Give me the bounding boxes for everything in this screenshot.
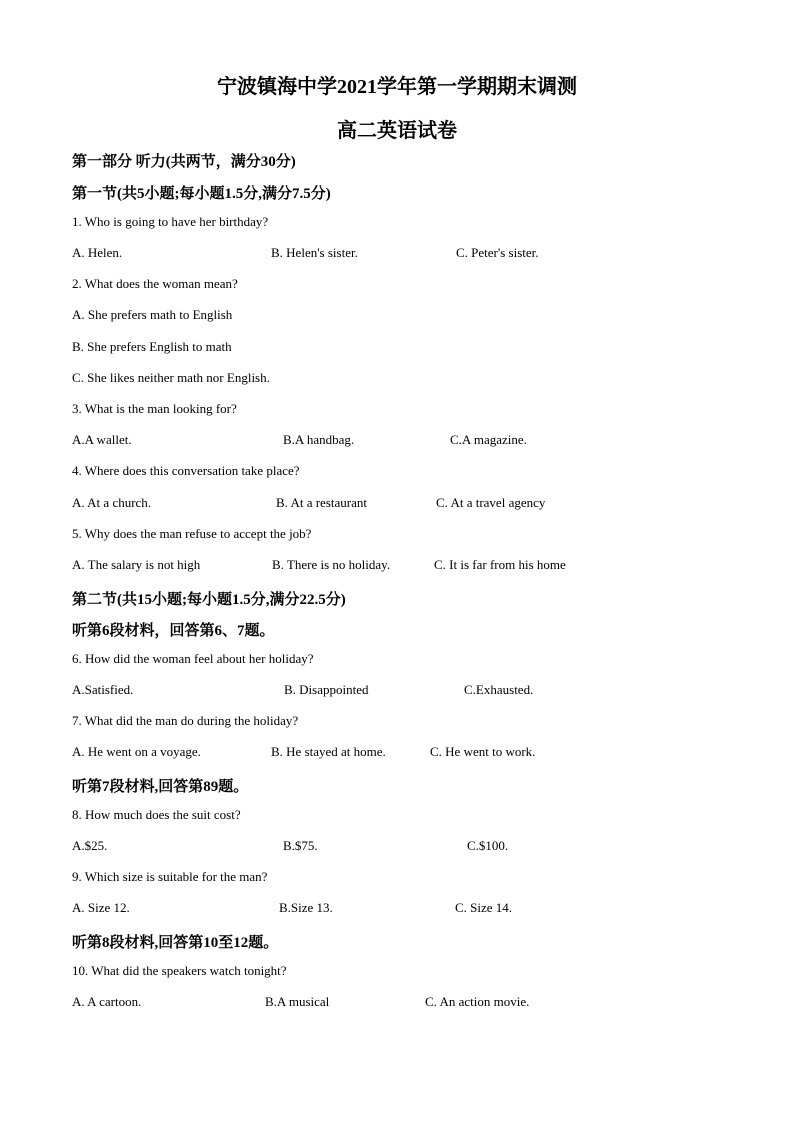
- question-1: 1. Who is going to have her birthday?: [72, 214, 269, 229]
- question-2-option-b: B. She prefers English to math: [72, 339, 232, 354]
- question-9-option-a: A. Size 12.: [72, 900, 130, 915]
- question-1-option-b: B. Helen's sister.: [271, 245, 358, 260]
- question-6-option-a: A.Satisfied.: [72, 682, 134, 697]
- section-two-heading: 第二节(共15小题;每小题1.5分,满分22.5分): [72, 592, 346, 608]
- question-6-option-b: B. Disappointed: [284, 682, 369, 697]
- question-10-option-c: C. An action movie.: [425, 994, 530, 1009]
- question-7-option-b: B. He stayed at home.: [271, 744, 386, 759]
- question-7: 7. What did the man do during the holiday?: [72, 713, 299, 728]
- question-5: 5. Why does the man refuse to accept the job?: [72, 526, 312, 541]
- exam-title: 宁波镇海中学2021学年第一学期期末调测: [217, 76, 577, 98]
- question-4-option-c: C. At a travel agency: [436, 495, 546, 510]
- question-2-option-a: A. She prefers math to English: [72, 307, 233, 322]
- question-3-option-a: A.A wallet.: [72, 432, 132, 447]
- question-5-option-c: C. It is far from his home: [434, 557, 566, 572]
- question-10-option-b: B.A musical: [265, 994, 330, 1009]
- material-6-heading: 听第6段材料，回答第6、7题。: [72, 623, 275, 639]
- question-3-option-b: B.A handbag.: [283, 432, 355, 447]
- question-6: 6. How did the woman feel about her holiday?: [72, 651, 314, 666]
- question-1-option-a: A. Helen.: [72, 245, 123, 260]
- question-1-option-c: C. Peter's sister.: [456, 245, 539, 260]
- question-3-option-c: C.A magazine.: [450, 432, 527, 447]
- question-6-option-c: C.Exhausted.: [464, 682, 534, 697]
- question-8-option-a: A.$25.: [72, 838, 108, 853]
- section-one-heading: 第一节(共5小题;每小题1.5分,满分7.5分): [72, 186, 331, 202]
- question-8-option-b: B.$75.: [283, 838, 318, 853]
- question-10: 10. What did the speakers watch tonight?: [72, 963, 287, 978]
- question-9-option-c: C. Size 14.: [455, 900, 513, 915]
- question-7-option-c: C. He went to work.: [430, 744, 536, 759]
- question-10-option-a: A. A cartoon.: [72, 994, 142, 1009]
- question-9-option-b: B.Size 13.: [279, 900, 333, 915]
- part-one-heading: 第一部分 听力(共两节，满分30分): [72, 154, 296, 170]
- question-8-option-c: C.$100.: [467, 838, 509, 853]
- question-8: 8. How much does the suit cost?: [72, 807, 241, 822]
- question-9: 9. Which size is suitable for the man?: [72, 869, 268, 884]
- question-4: 4. Where does this conversation take place?: [72, 463, 300, 478]
- question-3: 3. What is the man looking for?: [72, 401, 237, 416]
- question-2: 2. What does the woman mean?: [72, 276, 238, 291]
- question-7-option-a: A. He went on a voyage.: [72, 744, 201, 759]
- question-4-option-b: B. At a restaurant: [276, 495, 367, 510]
- question-5-option-b: B. There is no holiday.: [272, 557, 391, 572]
- exam-subtitle: 高二英语试卷: [337, 120, 457, 142]
- question-4-option-a: A. At a church.: [72, 495, 152, 510]
- question-5-option-a: A. The salary is not high: [72, 557, 201, 572]
- material-8-heading: 听第8段材料,回答第10至12题。: [72, 935, 279, 951]
- question-2-option-c: C. She likes neither math nor English.: [72, 370, 270, 385]
- material-7-heading: 听第7段材料,回答第89题。: [72, 779, 249, 795]
